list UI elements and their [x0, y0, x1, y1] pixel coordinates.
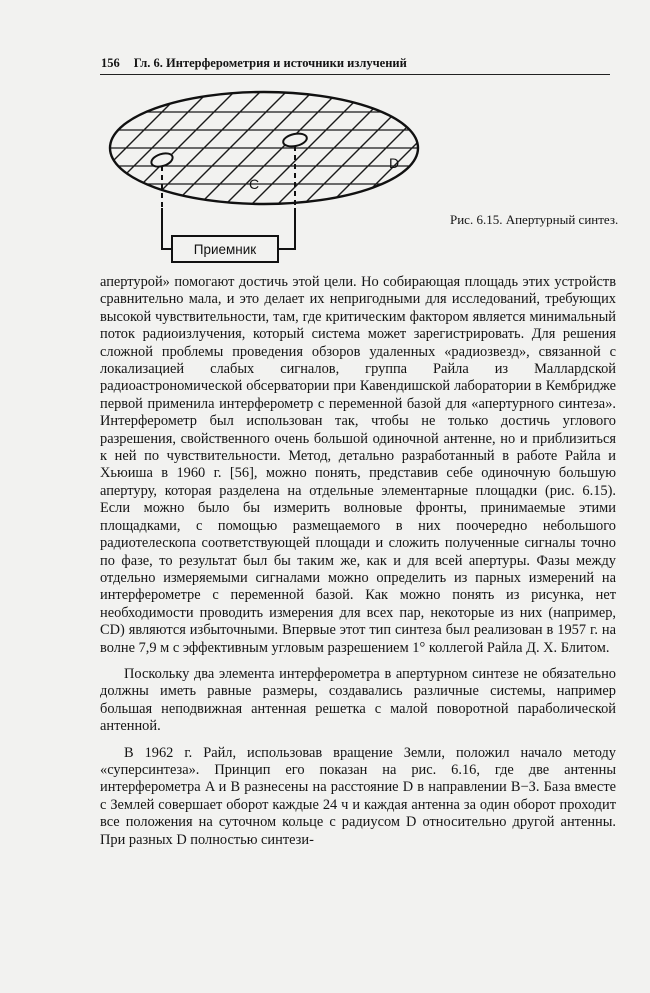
figure-aperture-synthesis — [96, 90, 426, 272]
body-text — [100, 274, 616, 849]
cable-left — [162, 208, 172, 249]
cable-right — [278, 208, 295, 249]
paragraph-3: В 1962 г. Райл, использовав вращение Земли, положил начало методу «суперсинтеза». Принцип его показан на рис. 6.16, где две антенны интерферометра A и B разнесены на расстояние D в направлении В−З. База вместе с Землей совершает оборот каждые 24 ч и каждая антенна за один оборот проходит все положения на суточном кольце с радиусом D относительно другой антенны. При разных D полностью синтези- — [100, 744, 616, 848]
paragraph-2: Поскольку два элемента интерферометра в апертурном синтезе не обязательно должны иметь равные размеры, создавались различные системы, например большая неподвижная антенная решетка с малой поворотной параболической антенной. — [100, 665, 616, 735]
label-d: D — [388, 155, 400, 171]
label-c: C — [248, 176, 260, 192]
header-rule — [100, 74, 610, 75]
paragraph-1: апертурой» помогают достичь этой цели. Но собирающая площадь этих устройств сравнительно мала, и это делает их непригодными для исследований, требующих высокой чувствительности, там, где критическим фактором является минимальный поток радиоизлучения, который система может зарегистрировать. Для решения сложной проблемы проведения обзоров удаленных «радиозвезд», связанной с локализацией слабых сигналов, группа Райла из Маллардской радиоастрономической обсерватории при Кавендишской лаборатории в Кембридже первой применила интерферометр с переменной базой для «апертурного синтеза». Интерферометр был использован так, чтобы не только достичь углового разрешения, свойственного очень большой одиночной антенне, но и приблизиться к ней по чувствительности. Метод, детально разработанный в работе Райла и Хьюиша в 1960 г. [56], можно понять, представив себе одиночную большую апертуру, которая разделена на отдельные элементарные площадки (рис. 6.15). Если можно было бы измерить волновые фронты, принимаемые этими площадками, с помощью размещаемого в них поочередно небольшого радиотелескопа соответствующей площади и сложить полученные сигналы точно по фазе, то результат был бы таким же, как и для всей апертуры. Фазы между отдельно измеряемыми сигналами можно определить из парных измерений на интерферометре с переменной базой. Как можно понять из рисунка, нет необходимости проводить измерения для всех пар, некоторые из них (например, CD) являются избыточными. Впервые этот тип синтеза был реализован в 1957 г. на волне 7,9 м с эффективным угловым разрешением 1° коллегой Райла Д. Х. Блитом. — [100, 274, 616, 656]
page-number: 156 — [101, 56, 120, 70]
running-title: Гл. 6. Интерферометрия и источники излучений — [133, 56, 407, 70]
antenna-d — [282, 132, 308, 149]
figure-caption: Рис. 6.15. Апертурный синтез. — [450, 212, 619, 227]
aperture-diagram — [96, 90, 426, 272]
receiver-label: Приемник — [193, 242, 257, 257]
running-header — [101, 56, 446, 71]
